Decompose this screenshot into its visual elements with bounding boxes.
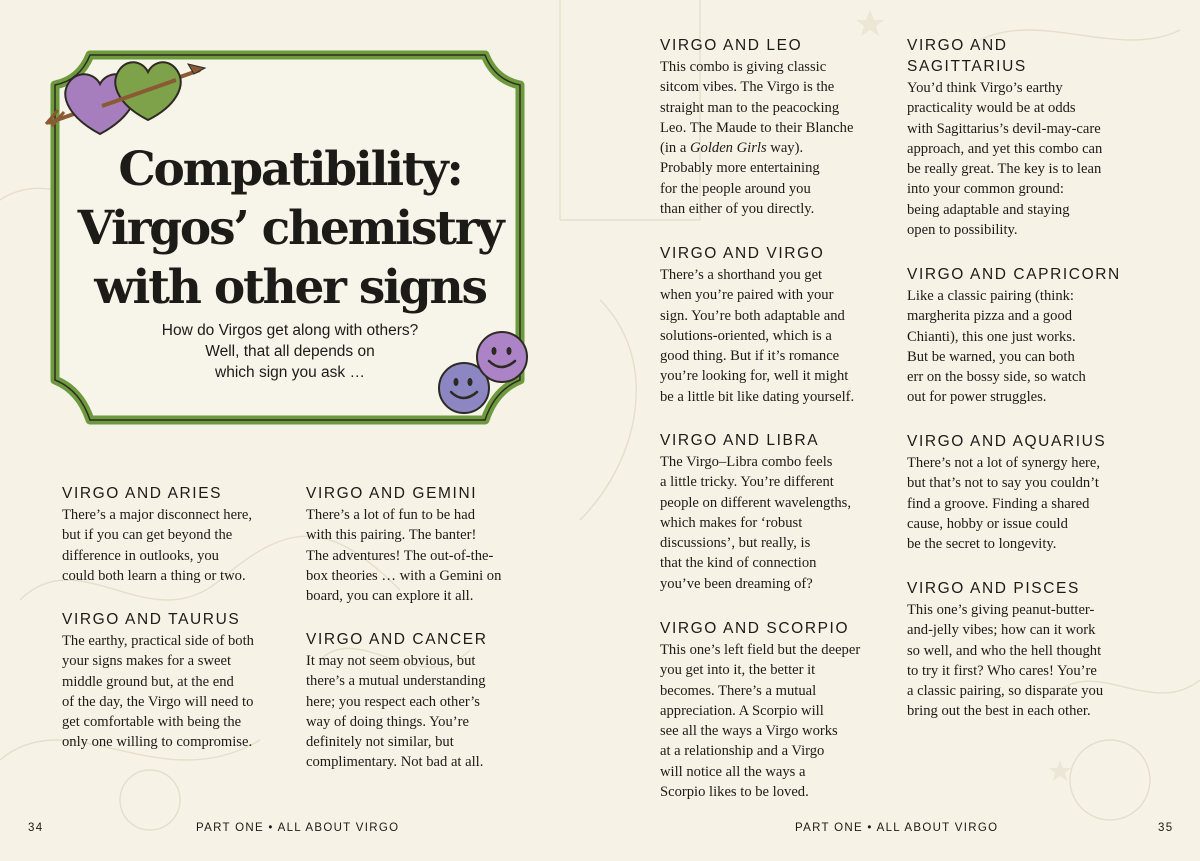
body-line: good thing. But if it’s romance: [660, 348, 840, 365]
body-line: being adaptable and staying: [907, 201, 1070, 218]
entry-virgo-virgo: [660, 243, 895, 407]
body-line: bring out the best in each other.: [907, 703, 1091, 720]
running-footer-right: PART ONE • ALL ABOUT VIRGO: [795, 822, 999, 834]
body-line: sign. You’re both adaptable and: [660, 307, 845, 324]
body-line: for the people around you: [660, 180, 811, 197]
body-line: there’s a mutual understanding: [306, 673, 486, 690]
entry-virgo-leo: [660, 35, 895, 219]
body-line: middle ground but, at the end: [62, 673, 234, 690]
body-line: you’ve been dreaming of?: [660, 575, 813, 592]
subtitle-line: How do Virgos get along with others?: [161, 322, 419, 339]
entry-heading: VIRGO AND LEO: [660, 37, 803, 54]
body-line: definitely not similar, but: [306, 734, 454, 751]
body-line: box theories … with a Gemini on: [306, 567, 502, 584]
body-line: at a relationship and a Virgo: [660, 743, 825, 760]
body-line: difference in outlooks, you: [62, 547, 219, 564]
entry-heading: VIRGO AND VIRGO: [660, 245, 825, 262]
body-line: straight man to the peacocking: [660, 99, 840, 116]
body-line: be a little bit like dating yourself.: [660, 388, 855, 405]
entry-virgo-pisces: [907, 578, 1152, 722]
body-line: This combo is giving classic: [660, 59, 827, 75]
body-line: You’d think Virgo’s earthy: [907, 80, 1063, 96]
body-line: It may not seem obvious, but: [306, 653, 476, 669]
body-line: only one willing to compromise.: [62, 734, 253, 751]
body-line: see all the ways a Virgo works: [660, 723, 838, 740]
smileys-illustration: [437, 328, 537, 420]
body-line: board, you can explore it all.: [306, 588, 474, 605]
entry-virgo-capricorn: [907, 264, 1152, 408]
body-line: than either of you directly.: [660, 201, 815, 218]
body-line: practicality would be at odds: [907, 100, 1076, 117]
body-line: Chianti), this one just works.: [907, 328, 1076, 345]
body-line: complimentary. Not bad at all.: [306, 754, 484, 771]
body-line: and-jelly vibes; how can it work: [907, 622, 1096, 639]
body-line: There’s not a lot of synergy here,: [907, 455, 1101, 471]
body-line: a little tricky. You’re different: [660, 474, 834, 491]
body-line: cause, hobby or issue could: [907, 515, 1068, 532]
body-line: into your common ground:: [907, 181, 1064, 198]
entry-body: [660, 265, 895, 407]
body-line: but that’s not to say you couldn’t: [907, 475, 1099, 492]
hearts-illustration: [40, 48, 210, 138]
body-line: The adventures! The out-of-the-: [306, 547, 494, 564]
body-line: way of doing things. You’re: [306, 713, 469, 730]
body-line: will notice all the ways a: [660, 763, 806, 780]
smiley-face-icon: [477, 332, 527, 382]
body-line: be really great. The key is to lean: [907, 161, 1102, 178]
body-line: but if you can get beyond the: [62, 527, 233, 544]
subtitle-line: Well, that all depends on: [205, 343, 375, 360]
body-line: your signs makes for a sweet: [62, 653, 232, 670]
entry-body: [660, 452, 895, 594]
body-line: margherita pizza and a good: [907, 308, 1073, 325]
body-line: a classic pairing, so disparate you: [907, 683, 1104, 700]
entry-body: [306, 505, 536, 606]
body-line: This one’s left field but the deeper: [660, 642, 861, 658]
entry-heading: VIRGO AND CANCER: [306, 631, 488, 648]
body-line: which makes for ‘robust: [660, 514, 803, 531]
body-line: But be warned, you can both: [907, 348, 1075, 365]
body-line: The earthy, practical side of both: [62, 633, 254, 649]
body-line: Leo. The Maude to their Blanche: [660, 119, 854, 136]
body-line: when you’re paired with your: [660, 287, 834, 304]
page-title: [62, 140, 518, 317]
entry-body: [62, 505, 292, 586]
page-number-right: 35: [1158, 822, 1174, 834]
body-line: you get into it, the better it: [660, 662, 816, 679]
entry-heading: VIRGO AND GEMINI: [306, 485, 478, 502]
body-line: (in a Golden Girls way).: [660, 140, 804, 157]
body-line: out for power struggles.: [907, 389, 1047, 406]
entry-heading: VIRGO AND TAURUS: [62, 611, 241, 628]
body-line: becomes. There’s a mutual: [660, 682, 817, 699]
entry-virgo-gemini: [306, 483, 536, 606]
body-line: get comfortable with being the: [62, 714, 242, 731]
body-line: could both learn a thing or two.: [62, 567, 246, 584]
body-line: There’s a lot of fun to be had: [306, 507, 475, 523]
entry-body: [660, 57, 895, 219]
body-line: here; you respect each other’s: [306, 693, 480, 710]
entry-heading: VIRGO AND AQUARIUS: [907, 433, 1107, 450]
entry-heading: VIRGO AND PISCES: [907, 580, 1080, 597]
body-line: open to possibility.: [907, 222, 1018, 239]
body-line: There’s a major disconnect here,: [62, 507, 253, 523]
entry-virgo-aries: [62, 483, 292, 586]
entry-body: [62, 631, 292, 753]
title-line: with other signs: [94, 260, 486, 315]
entry-body: [660, 640, 900, 802]
entry-heading: VIRGO AND CAPRICORN: [907, 266, 1121, 283]
body-line: The Virgo–Libra combo feels: [660, 454, 833, 470]
running-footer-left: PART ONE • ALL ABOUT VIRGO: [196, 822, 400, 834]
body-line: solutions-oriented, which is a: [660, 327, 832, 344]
body-line: you’re looking for, well it might: [660, 368, 849, 385]
page-subtitle: [125, 320, 455, 383]
body-line: that the kind of connection: [660, 555, 817, 572]
heading-line: VIRGO AND: [907, 37, 1008, 54]
entry-heading: [907, 35, 1152, 77]
entry-heading: VIRGO AND SCORPIO: [660, 620, 850, 637]
entry-body: [907, 600, 1152, 722]
body-line: people on different wavelengths,: [660, 494, 852, 511]
body-line: appreciation. A Scorpio will: [660, 702, 824, 719]
entry-virgo-taurus: [62, 609, 292, 753]
body-line: Probably more entertaining: [660, 160, 820, 177]
body-line: Scorpio likes to be loved.: [660, 784, 809, 801]
body-line: to try it first? Who cares! You’re: [907, 662, 1097, 679]
entry-body: [306, 651, 536, 773]
body-line: so well, and who the hell thought: [907, 642, 1102, 659]
body-line: sitcom vibes. The Virgo is the: [660, 79, 835, 96]
entry-body: [907, 78, 1152, 240]
title-line: Virgos’ chemistry: [77, 201, 503, 256]
heading-line: SAGITTARIUS: [907, 58, 1027, 75]
body-line: Like a classic pairing (think:: [907, 288, 1074, 304]
body-line: This one’s giving peanut-butter-: [907, 602, 1095, 618]
body-line: with Sagittarius’s devil-may-care: [907, 120, 1101, 137]
entry-virgo-scorpio: [660, 618, 900, 802]
body-line: discussions’, but really, is: [660, 535, 811, 552]
entry-body: [907, 453, 1152, 554]
page-number-left: 34: [28, 822, 44, 834]
body-line: be the secret to longevity.: [907, 536, 1057, 553]
body-line: of the day, the Virgo will need to: [62, 693, 254, 710]
body-line: There’s a shorthand you get: [660, 267, 823, 283]
entry-heading: VIRGO AND ARIES: [62, 485, 223, 502]
body-line: with this pairing. The banter!: [306, 527, 477, 544]
entry-virgo-cancer: [306, 629, 536, 773]
title-line: Compatibility:: [118, 142, 462, 197]
body-line: approach, and yet this combo can: [907, 140, 1103, 157]
entry-body: [907, 286, 1152, 408]
entry-virgo-aquarius: [907, 431, 1152, 554]
entry-heading: VIRGO AND LIBRA: [660, 432, 820, 449]
entry-virgo-libra: [660, 430, 895, 594]
body-line: err on the bossy side, so watch: [907, 369, 1086, 386]
body-line: find a groove. Finding a shared: [907, 495, 1090, 512]
entry-virgo-sagittarius: [907, 35, 1152, 240]
subtitle-line: which sign you ask …: [215, 364, 365, 381]
